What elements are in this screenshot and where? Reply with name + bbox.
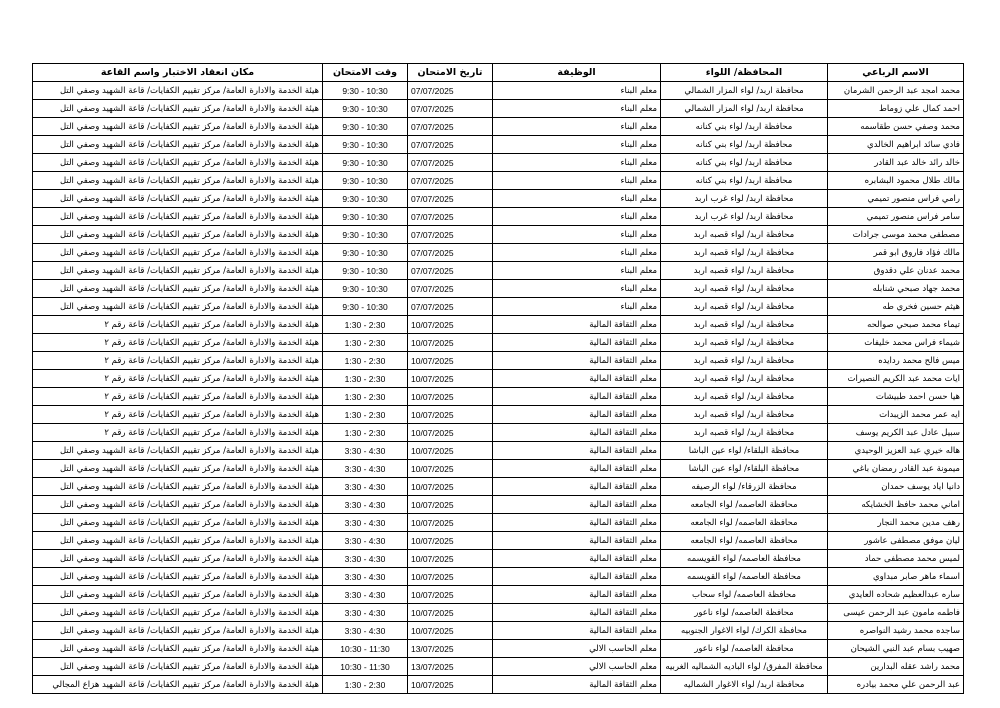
table-row [33, 352, 964, 370]
cell-time: 3:30 - 4:30 [323, 514, 408, 532]
cell-gov: محافظة اربد/ لواء غرب اربد [661, 208, 828, 226]
cell-name: سامر فراس منصور تميمي [828, 208, 964, 226]
cell-gov: محافظة الكرك/ لواء الاغوار الجنوبيه [661, 622, 828, 640]
cell-time: 3:30 - 4:30 [323, 586, 408, 604]
cell-job: معلم الثقافة المالية [493, 406, 661, 424]
cell-time: 9:30 - 10:30 [323, 172, 408, 190]
cell-name: هيثم حسين فخري طه [828, 298, 964, 316]
cell-date: 13/07/2025 [408, 658, 493, 676]
table-row [33, 370, 964, 388]
cell-date: 10/07/2025 [408, 370, 493, 388]
cell-name: مالك طلال محمود البشابره [828, 172, 964, 190]
header-time: وقت الامتحان [323, 64, 408, 82]
cell-time: 1:30 - 2:30 [323, 370, 408, 388]
cell-venue: هيئة الخدمة والادارة العامة/ مركز تقييم الكفايات/ قاعة الشهيد وصفي التل [33, 460, 323, 478]
cell-time: 3:30 - 4:30 [323, 532, 408, 550]
cell-venue: هيئة الخدمة والادارة العامة/ مركز تقييم الكفايات/ قاعة الشهيد وصفي التل [33, 154, 323, 172]
cell-gov: محافظة العاصمه/ لواء القويسمه [661, 568, 828, 586]
cell-time: 3:30 - 4:30 [323, 442, 408, 460]
cell-name: رهف مدين محمد النجار [828, 514, 964, 532]
cell-gov: محافظة البلقاء/ لواء عين الباشا [661, 442, 828, 460]
cell-date: 10/07/2025 [408, 316, 493, 334]
cell-time: 9:30 - 10:30 [323, 82, 408, 100]
cell-venue: هيئة الخدمة والادارة العامة/ مركز تقييم الكفايات/ قاعة الشهيد وصفي التل [33, 82, 323, 100]
cell-time: 1:30 - 2:30 [323, 406, 408, 424]
cell-job: معلم الثقافة المالية [493, 586, 661, 604]
cell-venue: هيئة الخدمة والادارة العامة/ مركز تقييم الكفايات/ قاعة الشهيد وصفي التل [33, 118, 323, 136]
cell-name: فاطمه مامون عبد الرحمن عيسى [828, 604, 964, 622]
cell-venue: هيئة الخدمة والادارة العامة/ مركز تقييم الكفايات/ قاعة الشهيد وصفي التل [33, 496, 323, 514]
table-row [33, 298, 964, 316]
cell-gov: محافظة العاصمه/ لواء ناعور [661, 604, 828, 622]
cell-date: 10/07/2025 [408, 604, 493, 622]
cell-name: ايه عمر محمد الزيبدات [828, 406, 964, 424]
cell-venue: هيئة الخدمة والادارة العامة/ مركز تقييم الكفايات/ قاعة الشهيد وصفي التل [33, 586, 323, 604]
cell-job: معلم البناء [493, 172, 661, 190]
cell-gov: محافظة العاصمه/ لواء القويسمه [661, 550, 828, 568]
cell-name: سبيل عادل عبد الكريم يوسف [828, 424, 964, 442]
cell-time: 9:30 - 10:30 [323, 190, 408, 208]
table-row [33, 82, 964, 100]
cell-venue: هيئة الخدمة والادارة العامة/ مركز تقييم الكفايات/ قاعة الشهيد وصفي التل [33, 208, 323, 226]
cell-date: 10/07/2025 [408, 460, 493, 478]
cell-name: اماني محمد حافظ الخشايكه [828, 496, 964, 514]
cell-time: 9:30 - 10:30 [323, 244, 408, 262]
cell-time: 9:30 - 10:30 [323, 226, 408, 244]
cell-gov: محافظة العاصمه/ لواء الجامعه [661, 496, 828, 514]
table-row [33, 460, 964, 478]
cell-venue: هيئة الخدمة والادارة العامة/ مركز تقييم الكفايات/ قاعة الشهيد وصفي التل [33, 280, 323, 298]
header-name: الاسم الرباعي [828, 64, 964, 82]
cell-job: معلم الثقافة المالية [493, 550, 661, 568]
cell-venue: هيئة الخدمة والادارة العامة/ مركز تقييم الكفايات/ قاعة الشهيد وصفي التل [33, 550, 323, 568]
cell-gov: محافظة اربد/ لواء قصبه اربد [661, 388, 828, 406]
cell-job: معلم الثقافة المالية [493, 388, 661, 406]
cell-job: معلم الثقافة المالية [493, 622, 661, 640]
cell-job: معلم الثقافة المالية [493, 568, 661, 586]
table-row [33, 154, 964, 172]
cell-date: 10/07/2025 [408, 478, 493, 496]
cell-venue: هيئة الخدمة والادارة العامة/ مركز تقييم الكفايات/ قاعة الشهيد وصفي التل [33, 442, 323, 460]
cell-job: معلم الثقافة المالية [493, 334, 661, 352]
cell-gov: محافظة العاصمه/ لواء الجامعه [661, 514, 828, 532]
table-row [33, 676, 964, 694]
cell-name: تيماء محمد صبحي صوالحه [828, 316, 964, 334]
cell-job: معلم الثقافة المالية [493, 496, 661, 514]
cell-venue: هيئة الخدمة والادارة العامة/ مركز تقييم الكفايات/ قاعة الشهيد وصفي التل [33, 658, 323, 676]
table-row [33, 442, 964, 460]
cell-date: 13/07/2025 [408, 640, 493, 658]
cell-name: محمد وصفي حسن طقاسمه [828, 118, 964, 136]
cell-venue: هيئة الخدمة والادارة العامة/ مركز تقييم الكفايات/ قاعة رقم ٢ [33, 406, 323, 424]
table-row [33, 532, 964, 550]
cell-gov: محافظة اربد/ لواء قصبه اربد [661, 370, 828, 388]
cell-date: 07/07/2025 [408, 82, 493, 100]
cell-venue: هيئة الخدمة والادارة العامة/ مركز تقييم الكفايات/ قاعة رقم ٢ [33, 334, 323, 352]
cell-date: 10/07/2025 [408, 424, 493, 442]
cell-job: معلم الثقافة المالية [493, 604, 661, 622]
cell-time: 1:30 - 2:30 [323, 676, 408, 694]
cell-venue: هيئة الخدمة والادارة العامة/ مركز تقييم الكفايات/ قاعة رقم ٢ [33, 370, 323, 388]
cell-job: معلم الثقافة المالية [493, 316, 661, 334]
cell-gov: محافظة اربد/ لواء بني كنانه [661, 154, 828, 172]
cell-gov: محافظة الزرقاء/ لواء الرصيفه [661, 478, 828, 496]
cell-job: معلم البناء [493, 262, 661, 280]
cell-gov: محافظة اربد/ لواء قصبه اربد [661, 262, 828, 280]
cell-gov: محافظة اربد/ لواء غرب اربد [661, 190, 828, 208]
cell-date: 07/07/2025 [408, 226, 493, 244]
cell-name: ميمونة عبد القادر رمضان باغي [828, 460, 964, 478]
cell-time: 1:30 - 2:30 [323, 388, 408, 406]
cell-time: 3:30 - 4:30 [323, 550, 408, 568]
cell-date: 07/07/2025 [408, 172, 493, 190]
table-row [33, 262, 964, 280]
cell-name: اسماء ماهر صابر مبداوي [828, 568, 964, 586]
exam-schedule-table [32, 63, 964, 694]
table-row [33, 640, 964, 658]
cell-job: معلم الثقافة المالية [493, 370, 661, 388]
cell-name: صهيب بسام عبد النبي الشيحان [828, 640, 964, 658]
cell-gov: محافظة اربد/ لواء بني كنانه [661, 136, 828, 154]
cell-gov: محافظة اربد/ لواء قصبه اربد [661, 352, 828, 370]
table-row [33, 514, 964, 532]
cell-venue: هيئة الخدمة والادارة العامة/ مركز تقييم الكفايات/ قاعة الشهيد وصفي التل [33, 478, 323, 496]
table-body [33, 82, 964, 694]
header-gov: المحافظة/ اللواء [661, 64, 828, 82]
table-row [33, 226, 964, 244]
cell-time: 9:30 - 10:30 [323, 154, 408, 172]
table-row [33, 586, 964, 604]
cell-time: 3:30 - 4:30 [323, 604, 408, 622]
cell-time: 9:30 - 10:30 [323, 136, 408, 154]
cell-date: 07/07/2025 [408, 190, 493, 208]
cell-job: معلم البناء [493, 190, 661, 208]
cell-venue: هيئة الخدمة والادارة العامة/ مركز تقييم الكفايات/ قاعة رقم ٢ [33, 352, 323, 370]
cell-venue: هيئة الخدمة والادارة العامة/ مركز تقييم الكفايات/ قاعة رقم ٢ [33, 424, 323, 442]
cell-job: معلم البناء [493, 136, 661, 154]
cell-venue: هيئة الخدمة والادارة العامة/ مركز تقييم الكفايات/ قاعة الشهيد هزاع المجالي [33, 676, 323, 694]
cell-date: 07/07/2025 [408, 100, 493, 118]
cell-date: 07/07/2025 [408, 208, 493, 226]
cell-job: معلم البناء [493, 154, 661, 172]
cell-job: معلم الثقافة المالية [493, 514, 661, 532]
cell-date: 10/07/2025 [408, 586, 493, 604]
cell-gov: محافظة البلقاء/ لواء عين الباشا [661, 460, 828, 478]
cell-date: 07/07/2025 [408, 244, 493, 262]
header-date: تاريخ الامتحان [408, 64, 493, 82]
cell-gov: محافظة اربد/ لواء قصبه اربد [661, 298, 828, 316]
cell-gov: محافظة اربد/ لواء قصبه اربد [661, 244, 828, 262]
cell-job: معلم الثقافة المالية [493, 424, 661, 442]
cell-gov: محافظة اربد/ لواء قصبه اربد [661, 280, 828, 298]
cell-job: معلم الثقافة المالية [493, 352, 661, 370]
cell-name: ايات محمد عبد الكريم النصيرات [828, 370, 964, 388]
cell-name: رامي فراس منصور تميمي [828, 190, 964, 208]
cell-name: ساره عبدالعظيم شحاده العايدي [828, 586, 964, 604]
cell-venue: هيئة الخدمة والادارة العامة/ مركز تقييم الكفايات/ قاعة الشهيد وصفي التل [33, 136, 323, 154]
table-row [33, 550, 964, 568]
cell-name: محمد امجد عبد الرحمن الشرمان [828, 82, 964, 100]
cell-job: معلم الحاسب الالي [493, 658, 661, 676]
cell-date: 07/07/2025 [408, 298, 493, 316]
table-row [33, 568, 964, 586]
cell-venue: هيئة الخدمة والادارة العامة/ مركز تقييم الكفايات/ قاعة رقم ٢ [33, 316, 323, 334]
cell-name: خالد رائد خالد عبد القادر [828, 154, 964, 172]
cell-time: 9:30 - 10:30 [323, 118, 408, 136]
cell-name: دانيا اياد يوسف حمدان [828, 478, 964, 496]
cell-date: 10/07/2025 [408, 514, 493, 532]
cell-time: 3:30 - 4:30 [323, 496, 408, 514]
cell-gov: محافظة اربد/ لواء بني كنانه [661, 118, 828, 136]
table-row [33, 280, 964, 298]
cell-time: 1:30 - 2:30 [323, 424, 408, 442]
cell-time: 1:30 - 2:30 [323, 352, 408, 370]
cell-venue: هيئة الخدمة والادارة العامة/ مركز تقييم الكفايات/ قاعة الشهيد وصفي التل [33, 568, 323, 586]
cell-date: 10/07/2025 [408, 550, 493, 568]
table-row [33, 622, 964, 640]
cell-job: معلم البناء [493, 244, 661, 262]
cell-name: ليان موفق مصطفى عاشور [828, 532, 964, 550]
cell-time: 1:30 - 2:30 [323, 316, 408, 334]
cell-gov: محافظة اربد/ لواء الاغوار الشماليه [661, 676, 828, 694]
cell-date: 10/07/2025 [408, 676, 493, 694]
table-row [33, 244, 964, 262]
cell-gov: محافظة اربد/ لواء قصبه اربد [661, 406, 828, 424]
cell-time: 3:30 - 4:30 [323, 478, 408, 496]
cell-job: معلم البناء [493, 298, 661, 316]
cell-venue: هيئة الخدمة والادارة العامة/ مركز تقييم الكفايات/ قاعة الشهيد وصفي التل [33, 604, 323, 622]
table-row [33, 334, 964, 352]
cell-gov: محافظة اربد/ لواء بني كنانه [661, 172, 828, 190]
cell-date: 10/07/2025 [408, 442, 493, 460]
table-row [33, 406, 964, 424]
header-job: الوظيفة [493, 64, 661, 82]
table-row [33, 496, 964, 514]
cell-venue: هيئة الخدمة والادارة العامة/ مركز تقييم الكفايات/ قاعة الشهيد وصفي التل [33, 190, 323, 208]
cell-job: معلم الثقافة المالية [493, 478, 661, 496]
cell-job: معلم البناء [493, 208, 661, 226]
cell-name: هاله خيري عبد العزيز الوحيدي [828, 442, 964, 460]
cell-date: 07/07/2025 [408, 118, 493, 136]
cell-gov: محافظة اربد/ لواء قصبه اربد [661, 424, 828, 442]
cell-date: 07/07/2025 [408, 280, 493, 298]
cell-date: 10/07/2025 [408, 388, 493, 406]
cell-job: معلم الثقافة المالية [493, 460, 661, 478]
cell-time: 3:30 - 4:30 [323, 622, 408, 640]
cell-venue: هيئة الخدمة والادارة العامة/ مركز تقييم الكفايات/ قاعة الشهيد وصفي التل [33, 100, 323, 118]
cell-date: 10/07/2025 [408, 532, 493, 550]
table-row [33, 136, 964, 154]
cell-venue: هيئة الخدمة والادارة العامة/ مركز تقييم الكفايات/ قاعة الشهيد وصفي التل [33, 640, 323, 658]
cell-name: فادي سائد ابراهيم الخالدي [828, 136, 964, 154]
cell-gov: محافظة اربد/ لواء قصبه اربد [661, 226, 828, 244]
cell-time: 10:30 - 11:30 [323, 640, 408, 658]
cell-time: 9:30 - 10:30 [323, 262, 408, 280]
cell-gov: محافظة العاصمه/ لواء سحاب [661, 586, 828, 604]
table-row [33, 424, 964, 442]
cell-date: 07/07/2025 [408, 136, 493, 154]
cell-venue: هيئة الخدمة والادارة العامة/ مركز تقييم الكفايات/ قاعة الشهيد وصفي التل [33, 262, 323, 280]
cell-name: شيماء فراس محمد خليفات [828, 334, 964, 352]
table-row [33, 190, 964, 208]
cell-gov: محافظة اربد/ لواء قصبه اربد [661, 334, 828, 352]
cell-date: 10/07/2025 [408, 352, 493, 370]
cell-time: 9:30 - 10:30 [323, 100, 408, 118]
cell-venue: هيئة الخدمة والادارة العامة/ مركز تقييم الكفايات/ قاعة الشهيد وصفي التل [33, 298, 323, 316]
cell-venue: هيئة الخدمة والادارة العامة/ مركز تقييم الكفايات/ قاعة الشهيد وصفي التل [33, 532, 323, 550]
cell-job: معلم البناء [493, 280, 661, 298]
table-row [33, 208, 964, 226]
cell-date: 10/07/2025 [408, 496, 493, 514]
cell-gov: محافظة اربد/ لواء قصبه اربد [661, 316, 828, 334]
table-row [33, 658, 964, 676]
cell-venue: هيئة الخدمة والادارة العامة/ مركز تقييم الكفايات/ قاعة الشهيد وصفي التل [33, 514, 323, 532]
cell-name: مصطفى محمد موسى جرادات [828, 226, 964, 244]
cell-job: معلم الثقافة المالية [493, 442, 661, 460]
cell-gov: محافظة اربد/ لواء المزار الشمالي [661, 82, 828, 100]
cell-job: معلم الثقافة المالية [493, 676, 661, 694]
cell-job: معلم البناء [493, 82, 661, 100]
cell-date: 07/07/2025 [408, 154, 493, 172]
cell-venue: هيئة الخدمة والادارة العامة/ مركز تقييم الكفايات/ قاعة الشهيد وصفي التل [33, 622, 323, 640]
cell-time: 3:30 - 4:30 [323, 460, 408, 478]
cell-name: محمد جهاد صبحي شنابله [828, 280, 964, 298]
cell-time: 10:30 - 11:30 [323, 658, 408, 676]
cell-gov: محافظة العاصمه/ لواء الجامعه [661, 532, 828, 550]
table-row [33, 388, 964, 406]
cell-name: ميس فالح محمد ردايده [828, 352, 964, 370]
cell-time: 3:30 - 4:30 [323, 568, 408, 586]
cell-venue: هيئة الخدمة والادارة العامة/ مركز تقييم الكفايات/ قاعة الشهيد وصفي التل [33, 244, 323, 262]
cell-name: محمد عدنان علي دقدوق [828, 262, 964, 280]
cell-job: معلم الثقافة المالية [493, 532, 661, 550]
cell-name: هيا حسن احمد طبيشات [828, 388, 964, 406]
cell-venue: هيئة الخدمة والادارة العامة/ مركز تقييم الكفايات/ قاعة رقم ٢ [33, 388, 323, 406]
cell-job: معلم البناء [493, 100, 661, 118]
table-row [33, 478, 964, 496]
cell-venue: هيئة الخدمة والادارة العامة/ مركز تقييم الكفايات/ قاعة الشهيد وصفي التل [33, 226, 323, 244]
header-row [33, 64, 964, 82]
cell-name: ساجده محمد رشيد النواصره [828, 622, 964, 640]
cell-venue: هيئة الخدمة والادارة العامة/ مركز تقييم الكفايات/ قاعة الشهيد وصفي التل [33, 172, 323, 190]
cell-name: مالك فؤاد فاروق ابو قمر [828, 244, 964, 262]
table-row [33, 316, 964, 334]
cell-name: محمد راشد عقله البدارين [828, 658, 964, 676]
table-row [33, 100, 964, 118]
cell-date: 10/07/2025 [408, 622, 493, 640]
table-row [33, 172, 964, 190]
cell-name: احمد كمال علي زوماط [828, 100, 964, 118]
cell-gov: محافظة المفرق/ لواء الباديه الشماليه الغربيه [661, 658, 828, 676]
cell-date: 07/07/2025 [408, 262, 493, 280]
cell-time: 9:30 - 10:30 [323, 208, 408, 226]
table-row [33, 604, 964, 622]
cell-name: لميس محمد مصطفى حماد [828, 550, 964, 568]
cell-gov: محافظة العاصمه/ لواء ناعور [661, 640, 828, 658]
header-venue: مكان انعقاد الاختبار واسم القاعة [33, 64, 323, 82]
cell-date: 10/07/2025 [408, 568, 493, 586]
cell-time: 9:30 - 10:30 [323, 280, 408, 298]
cell-time: 1:30 - 2:30 [323, 334, 408, 352]
table-row [33, 118, 964, 136]
cell-gov: محافظة اربد/ لواء المزار الشمالي [661, 100, 828, 118]
cell-job: معلم البناء [493, 118, 661, 136]
cell-job: معلم الحاسب الالي [493, 640, 661, 658]
cell-time: 9:30 - 10:30 [323, 298, 408, 316]
cell-date: 10/07/2025 [408, 406, 493, 424]
cell-job: معلم البناء [493, 226, 661, 244]
cell-date: 10/07/2025 [408, 334, 493, 352]
cell-name: عبد الرحمن علي محمد بيادره [828, 676, 964, 694]
